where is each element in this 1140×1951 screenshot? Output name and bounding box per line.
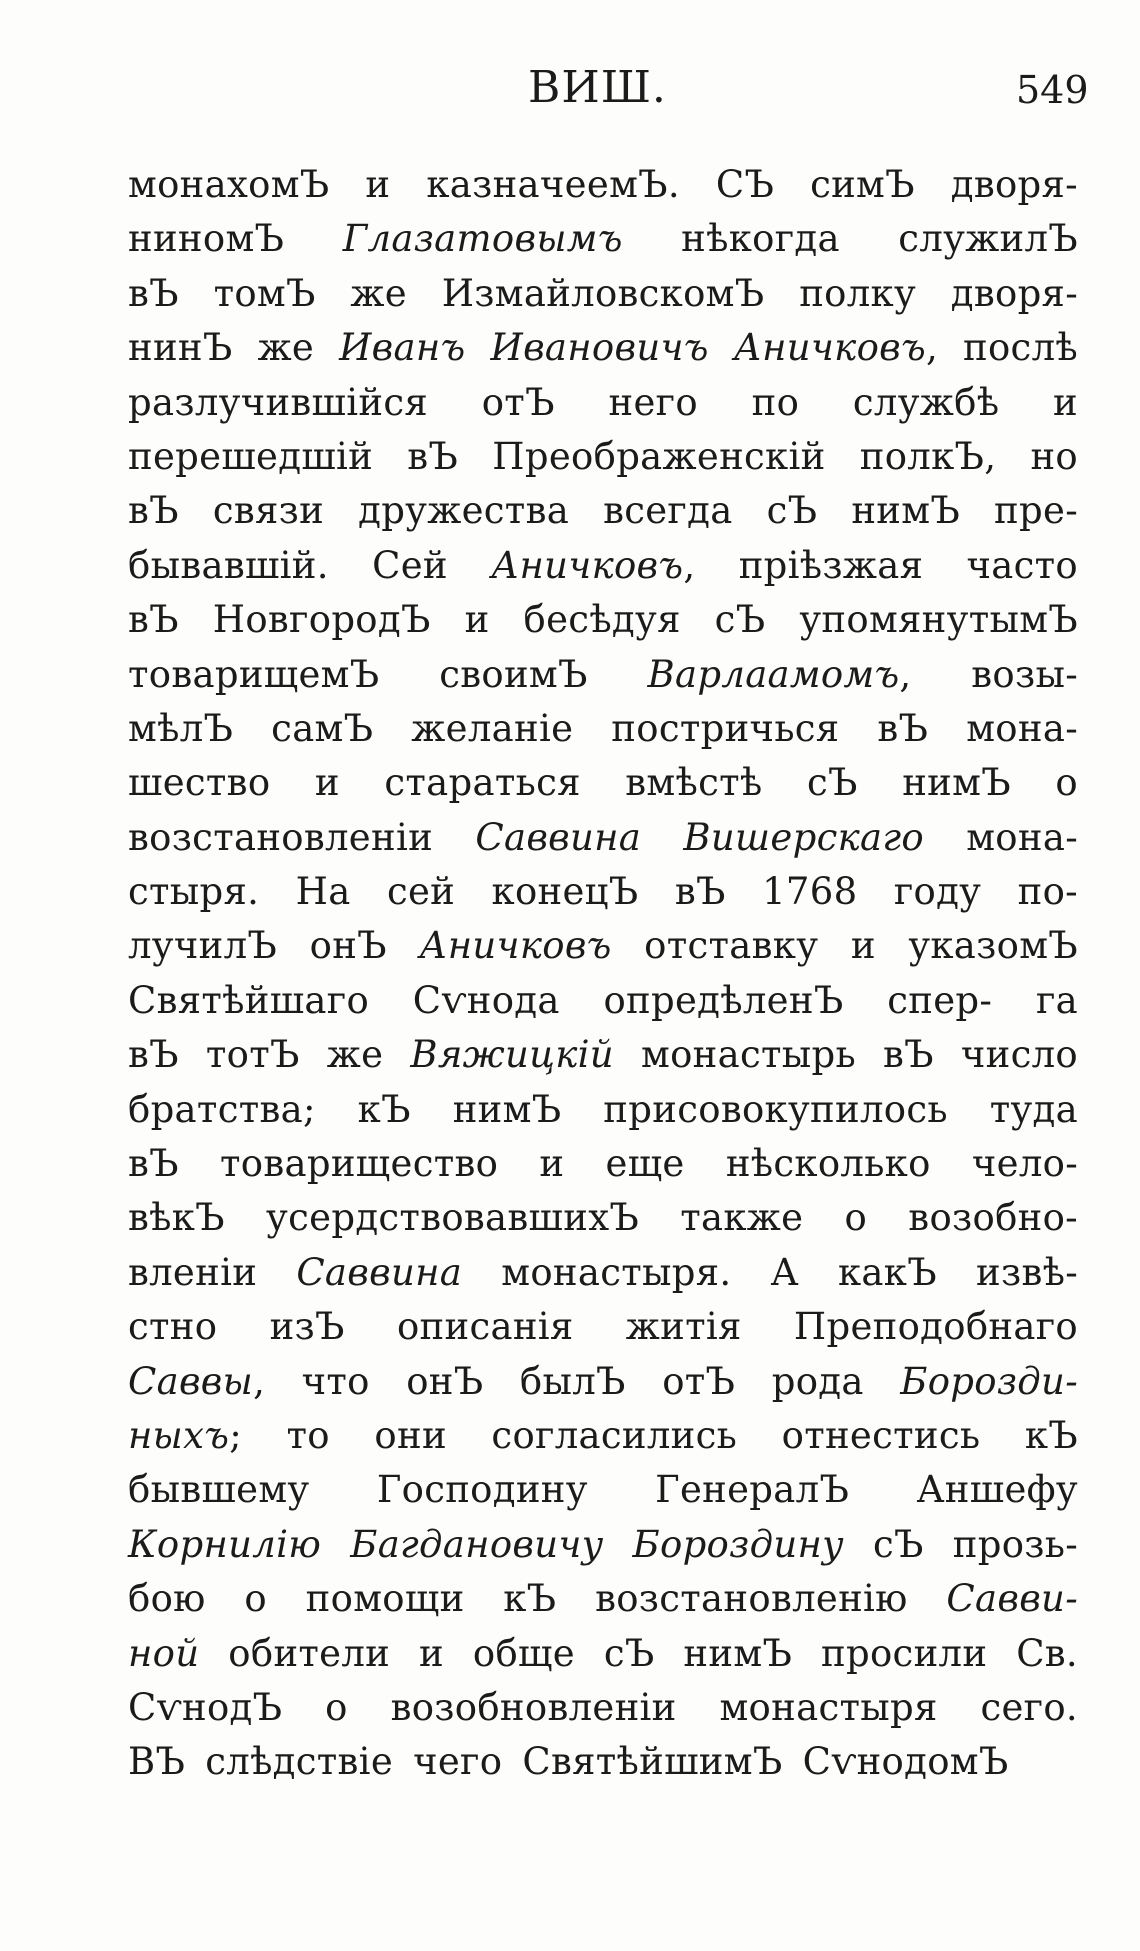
italic-segment: Борозди-	[900, 1359, 1078, 1403]
italic-segment: Аничковъ	[419, 924, 612, 968]
text-line	[128, 865, 1078, 919]
text-line	[128, 1627, 1078, 1681]
italic-segment: Саввина	[296, 1250, 463, 1294]
text-segment: монастыря. А какЪ извѣ-	[462, 1250, 1078, 1294]
text-segment: перешедшій вЪ Преображенскій полкЪ, но	[128, 434, 1078, 478]
text-segment: СѵнодЪ о возобновленіи монастыря сего.	[128, 1685, 1078, 1729]
italic-segment: Корнилію Багдановичу Бороздину	[128, 1522, 844, 1566]
text-segment: ниномЪ	[128, 217, 343, 261]
text-segment: стно изЪ описанія житія Преподобнаго	[128, 1305, 1078, 1349]
text-segment: товарищемЪ своимЪ	[128, 652, 648, 696]
italic-segment: Глазатовымъ	[342, 217, 623, 261]
text-segment: ; то они согласились отнестись кЪ	[229, 1413, 1078, 1457]
running-title: ВИШ.	[528, 62, 667, 113]
text-line	[128, 1409, 1078, 1463]
text-segment: монахомЪ и казначеемЪ. СЪ симЪ дворя-	[128, 163, 1078, 206]
text-segment: , что онЪ былЪ отЪ рода	[253, 1359, 901, 1403]
text-segment: разлучившійся отЪ него по службѣ и	[128, 380, 1078, 424]
text-line	[128, 1083, 1078, 1137]
text-line	[128, 321, 1078, 375]
text-segment: лучилЪ онЪ	[128, 924, 420, 968]
text-line	[128, 1137, 1078, 1191]
text-segment: , возы-	[899, 652, 1078, 696]
text-line	[128, 1735, 1078, 1789]
text-segment: возстановленіи	[128, 815, 476, 859]
text-line	[128, 267, 1078, 321]
text-line	[128, 212, 1078, 266]
italic-segment: Вяжицкій	[410, 1033, 614, 1077]
text-line	[128, 1028, 1078, 1082]
text-segment: вЪ товарищество и еще нѣсколько чело-	[128, 1142, 1078, 1186]
text-segment: бывавшій. Сей	[128, 543, 492, 587]
text-line	[128, 593, 1078, 647]
text-segment: мѣлЪ самЪ желаніе постричься вЪ мона-	[128, 706, 1078, 750]
text-segment: монастырь вЪ число	[613, 1033, 1078, 1077]
text-line	[128, 811, 1078, 865]
text-segment: обители и обще сЪ нимЪ просили Св.	[199, 1631, 1078, 1675]
text-line	[128, 1572, 1078, 1626]
text-line	[128, 648, 1078, 702]
text-segment: вѣкЪ усердствовавшихЪ также о возобно-	[128, 1196, 1078, 1240]
text-line	[128, 919, 1078, 973]
body-text	[128, 158, 1078, 1790]
text-line	[128, 1191, 1078, 1245]
running-head	[0, 62, 1140, 122]
text-line	[128, 1463, 1078, 1517]
text-line	[128, 484, 1078, 538]
text-segment: нинЪ же	[128, 326, 340, 370]
text-segment: вЪ НовгородЪ и бесѣдуя сЪ упомянутымЪ	[128, 598, 1078, 642]
text-segment: вЪ связи дружества всегда сЪ нимЪ пре-	[128, 489, 1078, 533]
text-line	[128, 1300, 1078, 1354]
text-segment: вЪ томЪ же ИзмайловскомЪ полку дворя-	[128, 271, 1078, 315]
text-segment: вЪ тотЪ же	[128, 1033, 411, 1077]
text-segment: , послѣ	[925, 326, 1078, 370]
page-number: 549	[1016, 68, 1089, 112]
text-segment: , пріѣзжая часто	[683, 543, 1078, 587]
text-line	[128, 1246, 1078, 1300]
text-line	[128, 1518, 1078, 1572]
text-segment: шество и стараться вмѣстѣ сЪ нимЪ о	[128, 761, 1078, 805]
text-line	[128, 974, 1078, 1028]
italic-segment: ной	[128, 1631, 200, 1675]
italic-segment: Саввы	[128, 1359, 254, 1403]
italic-segment: Савви-	[946, 1577, 1078, 1621]
text-segment: мона-	[923, 815, 1078, 859]
italic-segment: Саввина Вишерскаго	[475, 815, 924, 859]
text-segment: бывшему Господину ГенералЪ Аншефу	[128, 1468, 1078, 1512]
text-segment: отставку и указомЪ	[611, 924, 1078, 968]
text-line	[128, 1355, 1078, 1409]
italic-segment: ныхъ	[128, 1413, 230, 1457]
text-line	[128, 1681, 1078, 1735]
text-segment: сЪ прозь-	[843, 1522, 1078, 1566]
italic-segment: Иванъ Ивановичъ Аничковъ	[339, 326, 926, 370]
italic-segment: Аничковъ	[491, 543, 684, 587]
text-segment: Святѣйшаго Сѵнода опредѣленЪ спер- га	[128, 978, 1078, 1022]
text-line	[128, 702, 1078, 756]
text-line	[128, 430, 1078, 484]
italic-segment: Варлаамомъ	[647, 652, 900, 696]
text-segment: ВЪ слѣдствіе чего СвятѣйшимЪ СѵнодомЪ	[128, 1740, 1009, 1784]
text-segment: стыря. На сей конецЪ вЪ 1768 году по-	[128, 870, 1078, 914]
text-segment: бою о помощи кЪ возстановленію	[128, 1577, 947, 1621]
text-segment: братства; кЪ нимЪ присовокупилось туда	[128, 1087, 1078, 1131]
text-segment: нѣкогда служилЪ	[622, 217, 1079, 261]
text-line	[128, 756, 1078, 810]
text-line	[128, 539, 1078, 593]
text-line	[128, 158, 1078, 212]
text-segment: вленіи	[128, 1250, 297, 1294]
text-line	[128, 376, 1078, 430]
